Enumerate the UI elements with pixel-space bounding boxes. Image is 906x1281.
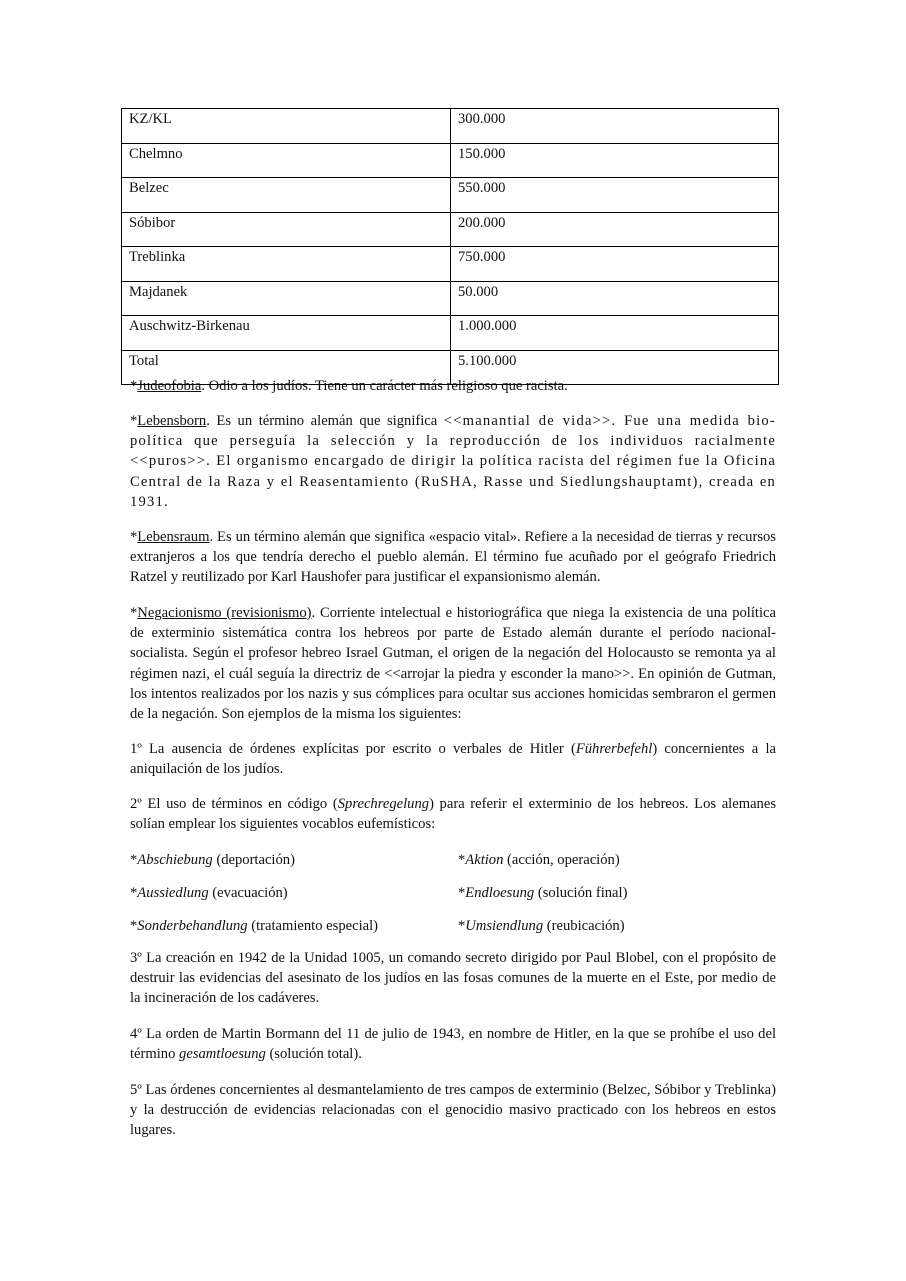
count-cell: 750.000 [451, 247, 779, 282]
point-4: 4º La orden de Martin Bormann del 11 de julio de 1943, en nombre de Hitler, en la que se prohíbe el uso del término gesamtloesung (solución total). [130, 1026, 776, 1063]
camp-cell: Belzec [122, 178, 451, 213]
table-row [122, 247, 779, 282]
victims-table [121, 108, 779, 385]
camp-cell: Auschwitz-Birkenau [122, 316, 451, 351]
term-lebensborn: Lebensborn [137, 413, 207, 429]
table-row [122, 212, 779, 247]
table-row [122, 143, 779, 178]
point-1: 1º La ausencia de órdenes explícitas por escrito o verbales de Hitler (Führerbefehl) concernientes a la aniquilación de los judíos. [130, 741, 776, 778]
entry-lebensraum: *Lebensraum. Es un término alemán que significa «espacio vital». Refiere a la necesidad de tierras y recursos extranjeros a los que tendría derecho el pueblo alemán. El término fue acuñado por el geógrafo Friedrich Ratzel y reutilizado por Karl Haushofer para justificar el expansionismo alemán. [130, 529, 776, 586]
count-cell: 300.000 [451, 109, 779, 144]
point-5: 5º Las órdenes concernientes al desmantelamiento de tres campos de exterminio (Belzec, Sóbibor y Treblinka) y la destrucción de evidencias relacionadas con el genocidio masivo practicado con los hebreos en estos lugares. [130, 1082, 776, 1139]
table-row [122, 109, 779, 144]
camp-cell: Chelmno [122, 143, 451, 178]
point-2: 2º El uso de términos en código (Sprechregelung) para referir el exterminio de los hebreos. Los alemanes solían emplear los siguientes vocablos eufemísticos: [130, 796, 776, 833]
list-item: *Sonderbehandlung (tratamiento especial) *Umsiendlung (reubicación) [130, 917, 625, 934]
count-cell: 150.000 [451, 143, 779, 178]
count-cell: 5.100.000 [451, 350, 779, 385]
table-row [122, 316, 779, 351]
count-cell: 550.000 [451, 178, 779, 213]
entry-negacionismo: *Negacionismo (revisionismo). Corriente intelectual e historiográfica que niega la existencia de una política de exterminio sistemática contra los hebreos por parte de Estado alemán durante el período nacional-socialista. Según el profesor hebreo Israel Gutman, el origen de la negación del Holocausto se remonta ya al régimen nazi, el cuál seguía la directriz de <<arrojar la piedra y esconder la mano>>. En opinión de Gutman, los intentos realizados por los nazis y sus cómplices para ocultar sus acciones homicidas sembraron el germen de la negación. Son ejemplos de la misma los siguientes: [130, 605, 776, 723]
point-3: 3º La creación en 1942 de la Unidad 1005, un comando secreto dirigido por Paul Blobel, con el propósito de destruir las evidencias del asesinato de los judíos en las fosas comunes de la muerte en el Este, por medio de la incineración de los cadáveres. [130, 950, 776, 1007]
list-item: *Abschiebung (deportación) *Aktion (acción, operación) [130, 852, 620, 868]
table-row [122, 178, 779, 213]
count-cell: 50.000 [451, 281, 779, 316]
euphemism-list [130, 850, 776, 948]
entry-judeofobia: *Judeofobia. Odio a los judíos. Tiene un carácter más religioso que racista. [130, 378, 568, 394]
term-lebensraum: Lebensraum [137, 529, 210, 545]
count-cell: 200.000 [451, 212, 779, 247]
term-negacionismo: Negacionismo (revisionismo) [137, 605, 312, 621]
count-cell: 1.000.000 [451, 316, 779, 351]
camp-cell: Treblinka [122, 247, 451, 282]
camp-cell: Majdanek [122, 281, 451, 316]
camp-cell: KZ/KL [122, 109, 451, 144]
list-item: *Aussiedlung (evacuación) *Endloesung (solución final) [130, 884, 628, 901]
camp-cell: Total [122, 350, 451, 385]
camp-cell: Sóbibor [122, 212, 451, 247]
entry-lebensborn: *Lebensborn. Es un término alemán que significa <<manantial de vida>>. Fue una medida bio-política que perseguía la selección y la reproducción de los individuos racialmente <<puros>>. El organismo encargado de dirigir la política racista del régimen fue la Oficina Central de la Raza y el Reasentamiento (RuSHA, Rasse und Siedlungshauptamt), creada en 1931. [130, 413, 776, 510]
term-judeofobia: Judeofobia [137, 378, 202, 394]
table-row [122, 281, 779, 316]
